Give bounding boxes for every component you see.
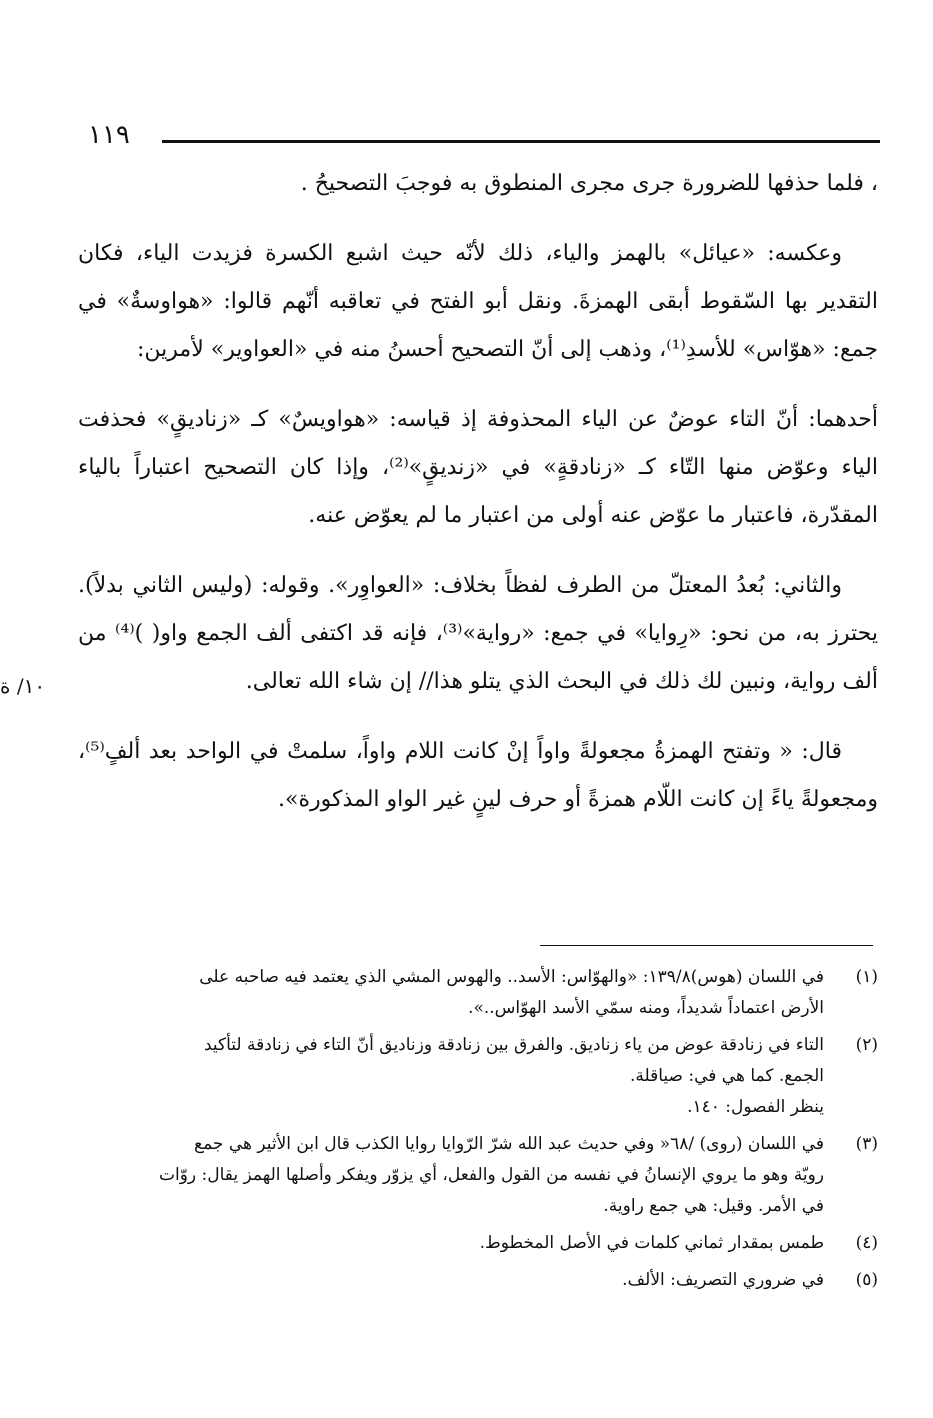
paragraph-2: وعكسه: «عيائل» بالهمز والياء، ذلك لأنّه حيث اشبع الكسرة فزيدت الياء، فكان التقدير بها السّقوط أبقى الهمزةَ. ونقل أبو الفتح في تعاقبه أنّهم قالوا: «هواوسةٌ» في جمع: «هوّاس» للأسدِ⁽¹⁾، وذهب إلى أنّ التصحيح أحسنُ منه في «العواوير» لأمرين:: [78, 241, 878, 362]
main-text: [78, 160, 878, 846]
footnote-text: [78, 1228, 824, 1259]
footnote-number: (٢): [855, 1035, 878, 1055]
footnote-text: [78, 962, 824, 1024]
footnote-2: [78, 1030, 878, 1123]
footnote-line: التاء في زنادقة عوض من ياء زناديق. والفرق بين زنادقة وزناديق أنّ التاء في زنادقة لتأكيد: [203, 1035, 824, 1055]
footnote-line: ينظر الفصول: ١٤٠.: [687, 1097, 824, 1117]
footnotes: [78, 962, 878, 1302]
margin-folio-note: ١٠/ ﺓ: [0, 674, 46, 698]
paragraph-1: ، فلما حذفها للضرورة جرى مجرى المنطوق به فوجبَ التصحيحُ .: [300, 171, 878, 196]
footnote-line: في ضروري التصريف: الألف.: [622, 1270, 824, 1290]
footnote-3: [78, 1129, 878, 1222]
paragraph-5: قال: « وتفتح الهمزةُ مجعولةً واواً إنْ كانت اللام واواً، سلمتْ في الواحد بعد ألفٍ⁽⁵⁾، ومجعولةً ياءً إن كانت اللّام همزةً أو حرف لينٍ غير الواو المذكورة».: [78, 739, 878, 812]
footnote-line: في اللسان (روى) /٦٨« وفي حديث عبد الله شرّ الرّوايا روايا الكذب قال ابن الأثير هي جمع: [194, 1134, 824, 1154]
footnote-separator: [540, 945, 873, 946]
header-rule: [162, 140, 880, 143]
footnote-line: في اللسان (هوس)١٣٩/٨: «والهوّاس: الأسد.. والهوس المشي الذي يعتمد فيه صاحبه على: [199, 967, 824, 987]
footnote-line: الأرض اعتماداً شديداً، ومنه سمّي الأسد الهوّاس..».: [468, 998, 824, 1018]
footnote-number: (٥): [855, 1270, 878, 1290]
footnote-line: رويّة وهو ما يروي الإنسانُ في نفسه من القول والفعل، أي يزوّر ويفكر وأصلها الهمز يقال: روّات: [158, 1165, 824, 1185]
footnote-text: [78, 1129, 824, 1222]
footnote-line: في الأمر. وقيل: هي جمع راوية.: [603, 1196, 824, 1216]
footnote-number: (٣): [855, 1134, 878, 1154]
paragraph-3: أحدهما: أنّ التاء عوضٌ عن الياء المحذوفة إذ قياسه: «هواويسٌ» كـ «زناديقٍ» فحذفت الياء وعوّض منها التّاء كـ «زنادقةٍ» في «زنديقٍ»⁽²⁾، وإذا كان التصحيح اعتباراً بالياء المقدّرة، فاعتبار ما عوّض عنه أولى من اعتبار ما لم يعوّض عنه.: [78, 407, 878, 528]
footnote-1: [78, 962, 878, 1024]
footnote-line: طمس بمقدار ثماني كلمات في الأصل المخطوط.: [479, 1233, 824, 1253]
footnote-5: [78, 1265, 878, 1296]
footnote-number: (٤): [855, 1233, 878, 1253]
paragraph-4: والثاني: بُعدُ المعتلّ من الطرف لفظاً بخلاف: «العواوِر». وقوله: (وليس الثاني بدلاً). يحترز به، من نحو: «رِوايا» في جمع: «رواية»⁽³⁾، فإنه قد اكتفى ألف الجمع واو( )⁽⁴⁾ من ألف رواية، ونبين لك ذلك في البحث الذي يتلو هذا// إن شاء الله تعالى.: [78, 573, 878, 694]
footnote-text: [78, 1030, 824, 1123]
page-number: ١١٩: [88, 120, 130, 150]
footnote-line: الجمع. كما هي في: صياقلة.: [629, 1066, 824, 1086]
footnote-4: [78, 1228, 878, 1259]
footnote-number: (١): [855, 967, 878, 987]
footnote-text: [78, 1265, 824, 1296]
